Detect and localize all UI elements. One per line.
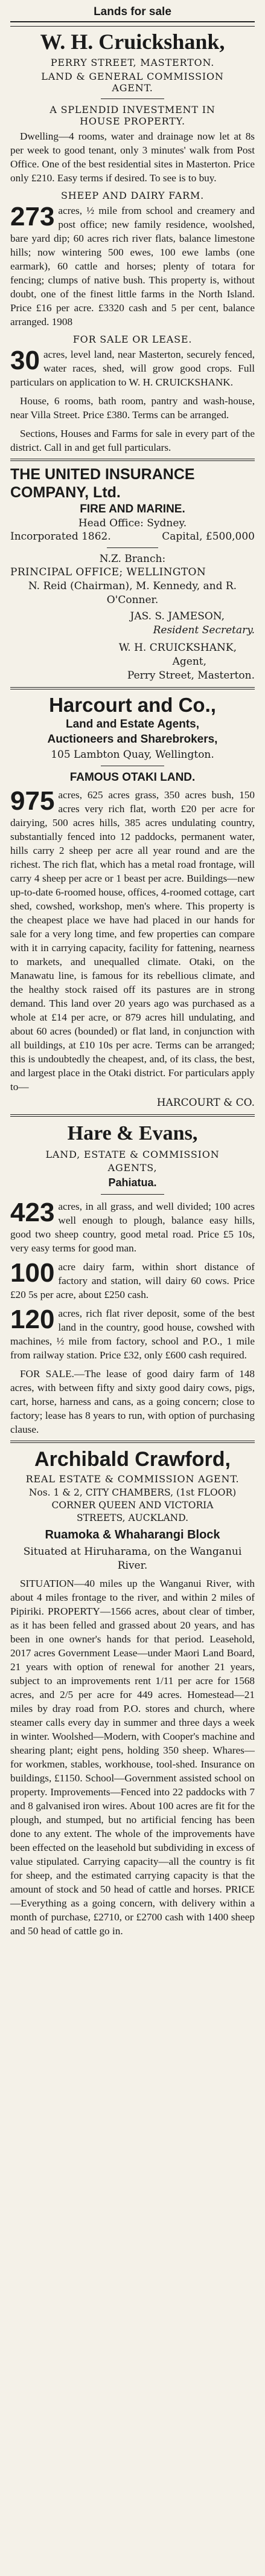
- branch-label: N.Z. Branch:: [99, 553, 166, 565]
- listing-text: acres, ½ mile from school and creamery and post office; new family residence, woolshed, bare yard dip; 60 acres rich river flats, balance limestone hills; now wintering 500 ewes, 100 ewe lambs (one earmark), 60 cattle and horses; plenty of totara for fencing; clumps of native bush. This property is, without doubt, one of the finest little farms in the North Island. Price £16 per acre. £3320 cash and 5 per cent, balance arranged. 1908: [10, 205, 255, 328]
- listing-text: acres, level land, near Masterton, securely fenced, water races, shed, will grow good crops. Full particulars on application to W. H. CRUICKSHANK.: [10, 349, 255, 388]
- advertiser-name: Hare & Evans,: [67, 1122, 198, 1144]
- advertiser-name: W. H. Cruickshank,: [40, 30, 225, 54]
- divider: [10, 21, 255, 27]
- listing: [10, 1306, 255, 1362]
- section-banner: Lands for sale: [94, 5, 171, 18]
- divider: [101, 1194, 164, 1195]
- listing-text: acres, 625 acres grass, 350 acres bush, 150 acres very rich flat, worth £20 per acre for dairying, 500 acres hills, 385 acres undulating country, substantially fenced into 12 paddocks, permanent water, hills carry 2 sheep per acre all year round and are the richest. The rich flat, which has a metal road frontage, will carry 4 sheep per acre or 1 beast per acre. Buildings—new up-to-date 6-roomed house, offices, 4-roomed cottage, cart shed, cowshed, workshop, men's where. This property is the cheapest place we have had placed in our hands for sale for a very long time, and few properties can compare with it in carrying capacity, facility for fattening, nearness to markets, and unequalled climate. Otaki, on the Manawatu line, is famous for its rebellious climate, and the healthy stock raised off its pastures are in strong demand. This land over 20 years ago was purchased as a whole at £14 per acre, or 879 acres hill undulating, and about 60 acres (bounded) or flat land, in conjunction with all buildings, at £10 10s per acre. Terms can be arranged; this is undoubtedly the cheapest, and, of its class, the best, and largest place in the Otaki district. For particulars apply to—: [10, 789, 255, 1093]
- agent-name: W. H. CRUICKSHANK,: [118, 642, 237, 654]
- listing-text: acres, in all grass, and well divided; 100 acres well enough to plough, balance easy hills, good two sheep country, good metal road. Price £5 10s, very easy terms for good man.: [10, 1201, 255, 1254]
- listing-text: Sections, Houses and Farms for sale in every part of the district. Call in and get full particulars.: [10, 428, 255, 453]
- listing-acreage: 975: [10, 786, 55, 816]
- divider: [10, 459, 255, 461]
- incorporation-row: [10, 531, 255, 543]
- divider: [10, 687, 255, 689]
- listing-text: SITUATION—40 miles up the Wanganui River, with about 4 miles frontage to the river, and within 2 miles of Pipiriki. PROPERTY—1566 acres, about clear of timber, as it has been felled and grassed about 20 years, and has been in one owner's hands for that period. Leasehold, 2017 acres Government Lease—under Maori Land Board, 21 years with option of renewal for another 21 years, subject to an improvements rent 1/11 per acre for 1568 acres, and 2/5 per acre for 449 acres. Homestead—21 miles by dray road from P.O. stores and church, where steamer calls every day in summer and three days a week in winter. Woolshed—Modern, with Cooper's machine and shearing plant; eight pens, holding 350 sheep. Whares—for workmen, stables, workhouse, tool-shed. Insurance on buildings, £1150. School—Government assisted school on property. Improvements—Fenced into 22 paddocks with 7 and 8 galvanised iron wires. About 100 acres are fit for the plough, and stumped, but no artificial fencing has been done to any extent. The whole of the improvements have been effected on the leasehold but subdividing in excess of value stipulated. Carrying capacity—all the country is fit for sheep, and the estimated carrying capacity is that the amount of stock and 50 head of cattle and horses. PRICE—Everything as a going concern, with delivery within a month of purchase, £2710, or £2700 cash with 1400 sheep and 50 head of cattle go in.: [10, 1578, 255, 1937]
- divider: [101, 98, 164, 99]
- listing-text: acre dairy farm, within short distance of factory and station, will dairy 60 cows. Price £20 5s per acre, about £250 cash.: [10, 1261, 255, 1300]
- advertiser-name: Archibald Crawford,: [34, 1448, 231, 1471]
- advertiser-role: Auctioneers and Sharebrokers,: [47, 733, 218, 746]
- listing-text: FOR SALE.—The lease of good dairy farm of 148 acres, with between fifty and sixty good dairy cows, pigs, cart, horse, harness and cans, as a going concern; close to factory; lease has 8 years to run, with option of purchasing clause.: [10, 1368, 255, 1435]
- listing: [10, 1199, 255, 1255]
- advertiser-role: LAND, ESTATE & COMMISSION AGENTS,: [45, 1149, 220, 1173]
- listing-heading: FAMOUS OTAKI LAND.: [69, 771, 196, 784]
- listing-acreage: 120: [10, 1305, 55, 1334]
- block-name: Ruamoka & Whaharangi Block: [45, 1528, 220, 1541]
- secretary-role: Resident Secretary.: [153, 624, 255, 636]
- newspaper-page: [3, 3, 262, 2570]
- crawford-advertisement: [10, 1447, 255, 1938]
- advertiser-role: LAND & GENERAL COMMISSION AGENT.: [41, 71, 224, 94]
- advertiser-address: Nos. 1 & 2, CITY CHAMBERS, (1st FLOOR): [28, 1487, 237, 1498]
- listing-acreage: 30: [10, 346, 40, 375]
- listing: [10, 1260, 255, 1302]
- capital-amount: Capital, £500,000: [162, 531, 255, 543]
- directors: N. Reid (Chairman), M. Kennedy, and R. O'Conner.: [28, 580, 237, 606]
- head-office: Head Office: Sydney.: [78, 517, 187, 529]
- listing: [10, 788, 255, 1094]
- listing-text: House, 6 rooms, bath room, pantry and wash-house, near Villa Street. Price £380. Terms can be arranged.: [10, 395, 255, 421]
- advertiser-address: CORNER QUEEN AND VICTORIA STREETS, AUCKLAND.: [51, 1500, 214, 1523]
- divider: [10, 1441, 255, 1443]
- listing-text: acres, rich flat river deposit, some of the best land in the country, good house, cowshed with machines, ½ mile from factory, school and P.O., 1 mile from railway station. Price £32, only £600 cash required.: [10, 1308, 255, 1361]
- company-name: THE UNITED INSURANCE COMPANY, Ltd.: [10, 466, 195, 501]
- block-location: Situated at Hiruharama, on the Wanganui River.: [23, 1546, 242, 1572]
- cruickshank-advertisement: [10, 29, 255, 454]
- divider: [10, 1114, 255, 1117]
- listing: [10, 347, 255, 389]
- listing-acreage: 273: [10, 202, 55, 231]
- agent-address: Perry Street, Masterton.: [127, 670, 255, 682]
- listing-heading: FOR SALE OR LEASE.: [72, 334, 193, 345]
- secretary-name: JAS. S. JAMESON,: [130, 610, 225, 622]
- advertiser-town: Pahiatua.: [108, 1177, 157, 1189]
- advertiser-name: Harcourt and Co.,: [49, 694, 216, 716]
- listing-heading: SHEEP AND DAIRY FARM.: [60, 190, 205, 201]
- listing: [10, 204, 255, 329]
- harcourt-advertisement: [10, 694, 255, 1110]
- insurance-advertisement: [10, 465, 255, 683]
- principal-office: PRINCIPAL OFFICE; WELLINGTON: [10, 566, 206, 578]
- incorporated-year: Incorporated 1862.: [10, 531, 111, 543]
- insurance-type: FIRE AND MARINE.: [80, 503, 185, 515]
- signoff: HARCOURT & CO.: [156, 1097, 255, 1109]
- advertiser-address: 105 Lambton Quay, Wellington.: [51, 749, 214, 761]
- listing-acreage: 423: [10, 1198, 55, 1227]
- advertiser-address: PERRY STREET, MASTERTON.: [50, 57, 215, 68]
- agent-role: Agent,: [172, 656, 206, 668]
- advertiser-role: REAL ESTATE & COMMISSION AGENT.: [25, 1473, 240, 1485]
- listing-text: Dwelling—4 rooms, water and drainage now let at 8s per week to good tenant, only 3 minutes' walk from Post Office. One of the best residential sites in Masterton. Price only £210. Easy terms if desired. To see is to buy.: [10, 131, 255, 184]
- advertiser-role: Land and Estate Agents,: [66, 718, 199, 731]
- listing-heading: A SPLENDID INVESTMENT IN HOUSE PROPERTY.: [49, 104, 216, 127]
- listing-acreage: 100: [10, 1258, 55, 1288]
- hare-evans-advertisement: [10, 1121, 255, 1436]
- divider: [107, 547, 158, 548]
